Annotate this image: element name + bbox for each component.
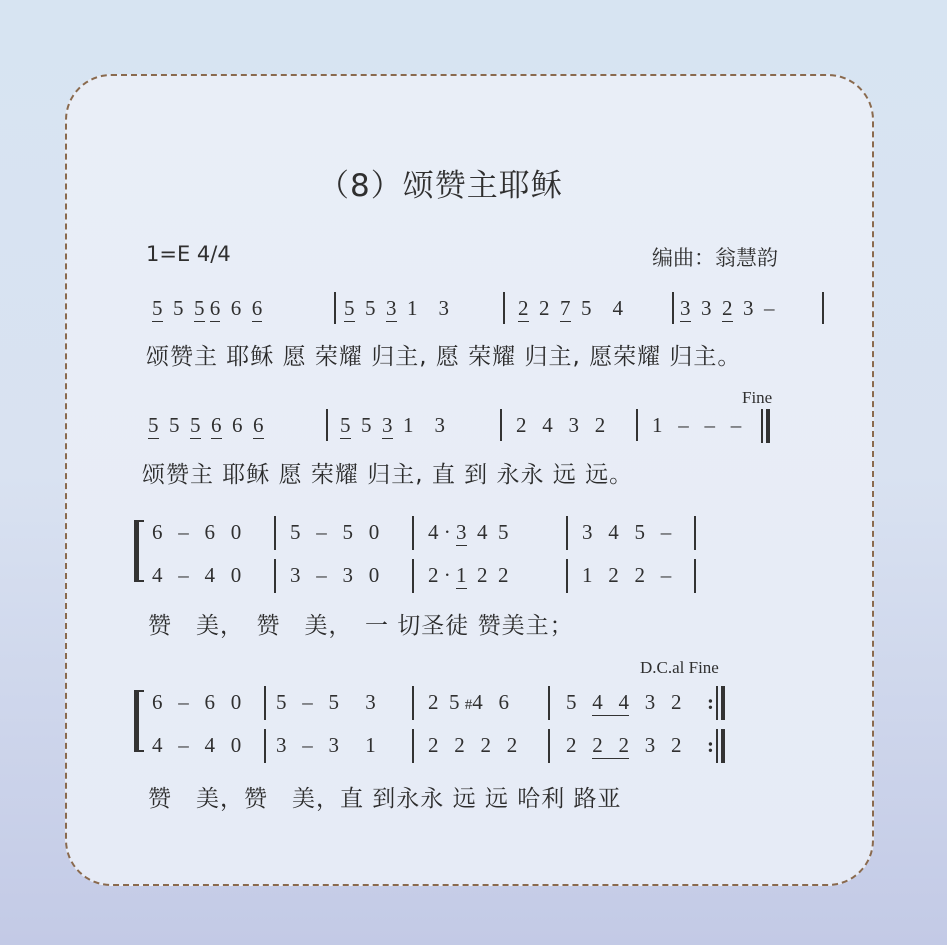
staff-bracket: [134, 690, 139, 752]
system4-lower-notes: 4 – 4 0: [152, 733, 242, 757]
key-signature: 1=E 4/4: [146, 242, 231, 266]
repeat-end-barline: [721, 686, 725, 720]
fine-marker: Fine: [742, 388, 773, 407]
staff-bracket: [134, 520, 139, 582]
barline: [503, 292, 505, 324]
repeat-dots: :: [707, 733, 714, 757]
barline: [761, 409, 763, 443]
barline: [326, 409, 328, 441]
page-title: （8）颂赞主耶稣: [318, 168, 563, 204]
system3-lower-notes: 4 – 4 0: [152, 563, 242, 587]
system1-lyrics: 颂赞主 耶稣 愿 荣耀 归主, 愿 荣耀 归主, 愿荣耀 归主。: [146, 344, 742, 370]
barline: [500, 409, 502, 441]
system1-notes: 5 5 5 6 6 6: [152, 296, 263, 320]
barline: [822, 292, 824, 324]
barline: [672, 292, 674, 324]
dc-al-fine-marker: D.C.al Fine: [640, 658, 719, 677]
system3-lyrics: 赞 美， 赞 美， 一 切圣徒 赞美主；: [148, 613, 574, 639]
barline: [636, 409, 638, 441]
system4-lyrics: 赞 美，赞 美，直 到永永 远 远 哈利 路亚: [148, 786, 622, 812]
repeat-dots: :: [707, 690, 714, 714]
composer-credit: 编曲：翁慧韵: [652, 246, 778, 270]
barline: [334, 292, 336, 324]
repeat-end-barline: [721, 729, 725, 763]
system2-lyrics: 颂赞主 耶稣 愿 荣耀 归主, 直 到 永永 远 远。: [142, 462, 634, 488]
system4-upper-notes: 6 – 6 0: [152, 690, 242, 714]
final-barline: [766, 409, 770, 443]
system3-upper-notes: 6 – 6 0: [152, 520, 242, 544]
system2-notes: 5 5 5 6 6 6: [148, 413, 264, 437]
